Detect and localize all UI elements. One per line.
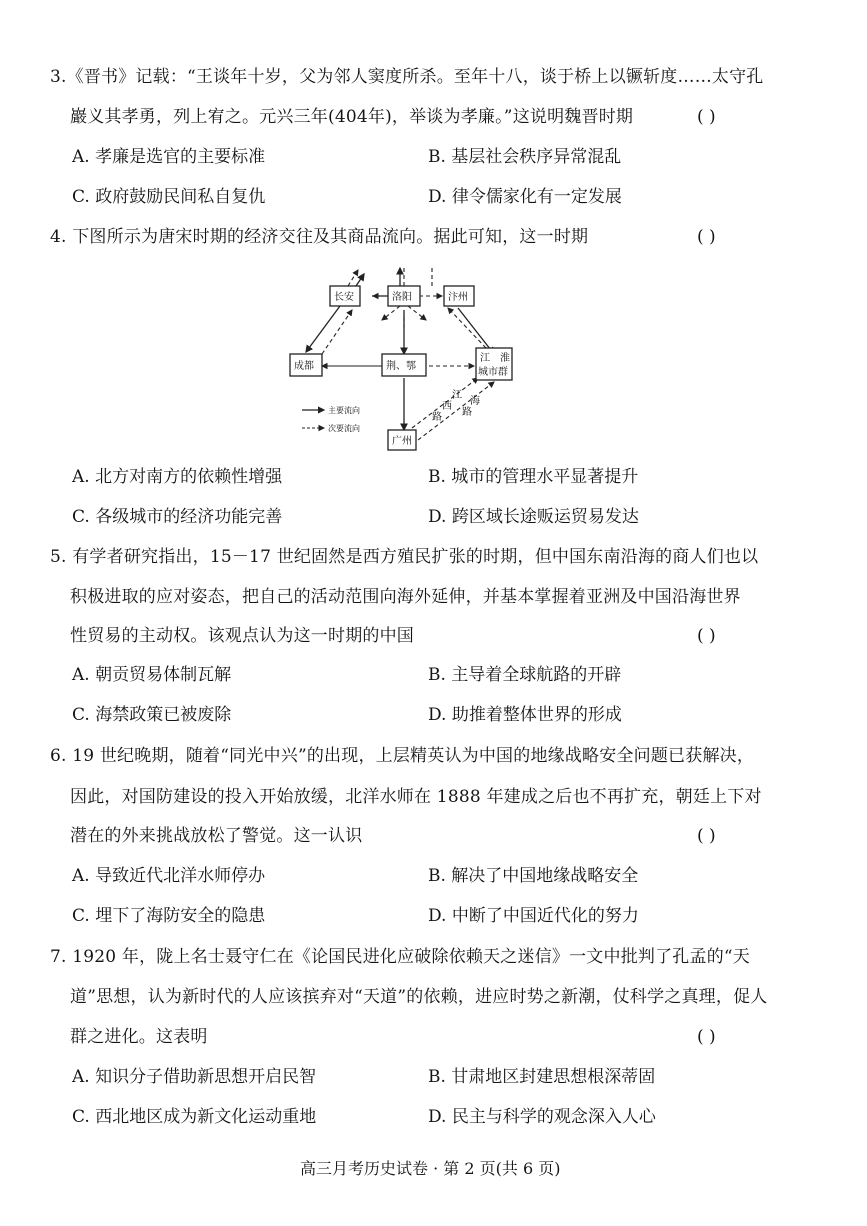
q7-option-b: B. 甘肃地区封建思想根深蒂固 bbox=[428, 1067, 656, 1087]
q4-option-a: A. 北方对南方的依赖性增强 bbox=[72, 467, 283, 487]
q5-line-3: 性贸易的主动权。该观点认为这一时期的中国 bbox=[70, 626, 414, 646]
city-guangzhou: 广州 bbox=[392, 436, 412, 447]
q3-answer-paren: ( ) bbox=[697, 107, 716, 127]
q4-line-1: 4. 下图所示为唐宋时期的经济交往及其商品流向。据此可知，这一时期 bbox=[50, 227, 589, 247]
city-luoyang: 洛阳 bbox=[392, 292, 412, 303]
page-footer: 高三月考历史试卷 · 第 2 页(共 6 页) bbox=[300, 1159, 561, 1178]
map-legend bbox=[302, 405, 360, 433]
q5-answer-paren: ( ) bbox=[697, 626, 716, 646]
q6-option-a: A. 导致近代北洋水师停办 bbox=[72, 866, 266, 886]
city-jianghuai: 江 淮 bbox=[480, 353, 510, 364]
route-char-hai: 海 bbox=[470, 396, 480, 407]
city-changan: 长安 bbox=[334, 292, 354, 303]
legend-main-flow: 主要流向 bbox=[328, 406, 360, 415]
city-cluster: 城市群 bbox=[478, 367, 508, 378]
q7-option-d: D. 民主与科学的观念深入人心 bbox=[428, 1107, 656, 1127]
q5-option-c: C. 海禁政策已被废除 bbox=[72, 705, 232, 725]
q3-option-d: D. 律令儒家化有一定发展 bbox=[428, 187, 622, 207]
q4-option-c: C. 各级城市的经济功能完善 bbox=[72, 507, 283, 527]
q6-answer-paren: ( ) bbox=[697, 826, 716, 846]
city-jing-e: 荆、鄂 bbox=[386, 361, 416, 372]
q6-line-2: 因此，对国防建设的投入开始放缓，北洋水师在 1888 年建成之后也不再扩充，朝廷上下对 bbox=[70, 787, 762, 807]
q7-line-2: 道”思想，认为新时代的人应该摈弃对“天道”的依赖，进应时势之新潮，仗科学之真理，促人 bbox=[70, 987, 768, 1007]
route-char-xi: 西 bbox=[442, 401, 452, 412]
q7-answer-paren: ( ) bbox=[697, 1027, 716, 1047]
city-bianzhou: 汴州 bbox=[448, 292, 468, 303]
city-chengdu: 成都 bbox=[294, 361, 314, 372]
q5-option-a: A. 朝贡贸易体制瓦解 bbox=[72, 665, 232, 685]
q7-option-c: C. 西北地区成为新文化运动重地 bbox=[72, 1107, 317, 1127]
q3-option-a: A. 孝廉是选官的主要标准 bbox=[72, 147, 266, 167]
route-char-lu-1: 路 bbox=[432, 412, 442, 423]
q3-option-c: C. 政府鼓励民间私自复仇 bbox=[72, 187, 266, 207]
q3-line-1: 3.《晋书》记载：“王谈年十岁，父为邻人窦度所杀。至年十八，谈于桥上以镢斩度……太守孔 bbox=[50, 67, 764, 87]
legend-secondary-flow: 次要流向 bbox=[328, 424, 360, 433]
q5-option-d: D. 助推着整体世界的形成 bbox=[428, 705, 622, 725]
q4-option-d: D. 跨区域长途贩运贸易发达 bbox=[428, 507, 639, 527]
q6-option-b: B. 解决了中国地缘战略安全 bbox=[428, 866, 639, 886]
q7-option-a: A. 知识分子借助新思想开启民智 bbox=[72, 1067, 317, 1087]
q7-line-1: 7. 1920 年，陇上名士聂守仁在《论国民进化应破除依赖天之迷信》一文中批判了孔孟的“天 bbox=[50, 947, 750, 967]
route-char-jiang: 江 bbox=[452, 390, 462, 401]
q4-answer-paren: ( ) bbox=[697, 227, 716, 247]
trade-route-map bbox=[282, 258, 522, 454]
q6-option-d: D. 中断了中国近代化的努力 bbox=[428, 906, 639, 926]
q5-line-1: 5. 有学者研究指出，15－17 世纪固然是西方殖民扩张的时期，但中国东南沿海的商人们也以 bbox=[50, 547, 759, 567]
city-labels bbox=[294, 290, 510, 447]
q5-line-2: 积极进取的应对姿态，把自己的活动范围向海外延伸，并基本掌握着亚洲及中国沿海世界 bbox=[70, 587, 741, 607]
q6-line-3: 潜在的外来挑战放松了警觉。这一认识 bbox=[70, 826, 363, 846]
q3-line-2: 巖义其孝勇，列上宥之。元兴三年(404年)，举谈为孝廉。”这说明魏晋时期 bbox=[70, 107, 634, 127]
q7-line-3: 群之进化。这表明 bbox=[70, 1027, 208, 1047]
q6-option-c: C. 埋下了海防安全的隐患 bbox=[72, 906, 266, 926]
q3-option-b: B. 基层社会秩序异常混乱 bbox=[428, 147, 622, 167]
route-labels bbox=[432, 389, 480, 423]
route-char-lu-2: 路 bbox=[462, 407, 472, 418]
q4-option-b: B. 城市的管理水平显著提升 bbox=[428, 467, 639, 487]
q6-line-1: 6. 19 世纪晚期，随着“同光中兴”的出现，上层精英认为中国的地缘战略安全问题已获解决， bbox=[50, 746, 755, 766]
q5-option-b: B. 主导着全球航路的开辟 bbox=[428, 665, 622, 685]
